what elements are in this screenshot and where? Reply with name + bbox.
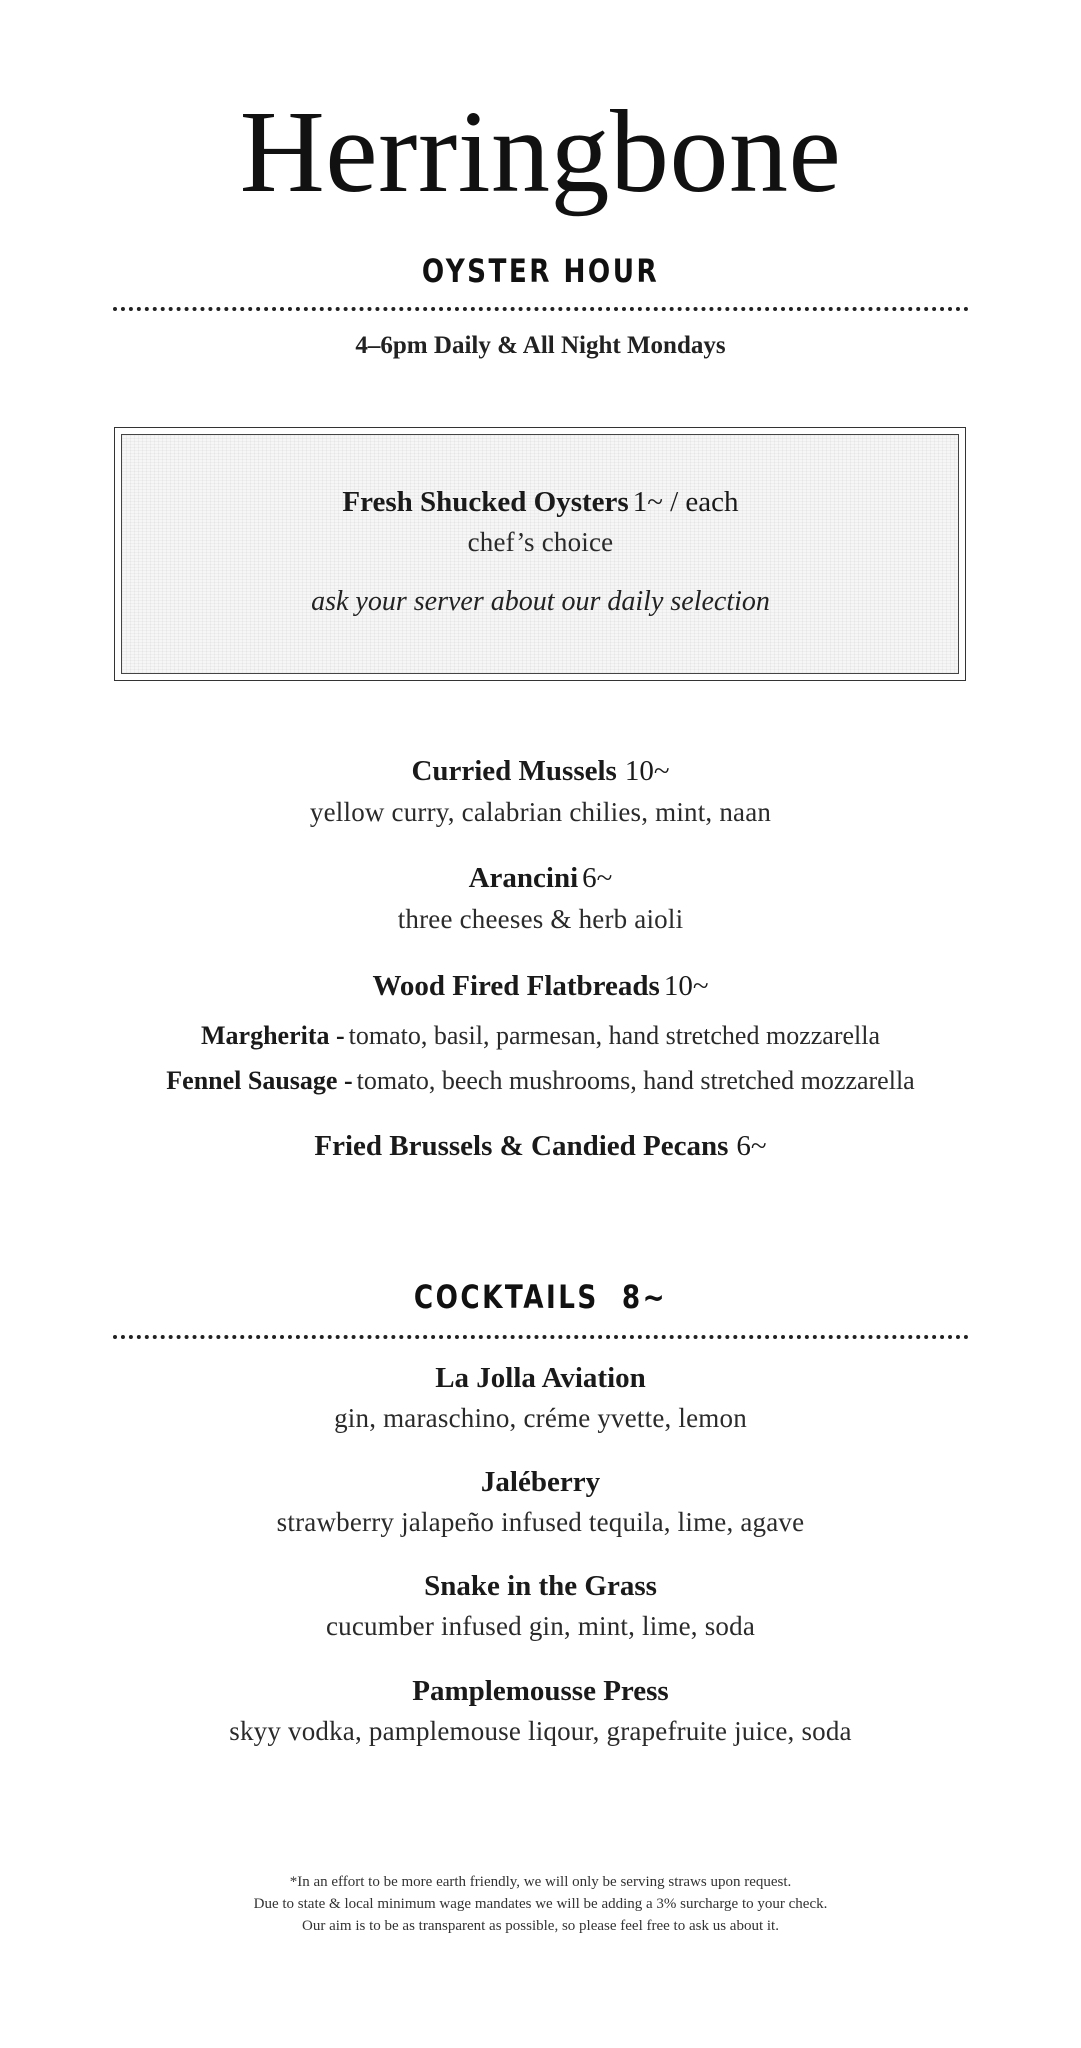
menu-item-flatbreads: [0, 970, 1081, 1003]
cocktail-name: Pamplemousse Press: [412, 1675, 669, 1707]
item-name: Wood Fired Flatbreads: [372, 970, 660, 1002]
oyster-hour-times: 4–6pm Daily & All Night Mondays: [355, 332, 726, 359]
flatbread-option-desc: tomato, basil, parmesan, hand stretched mozzarella: [348, 1021, 881, 1050]
item-price: 10~: [663, 970, 709, 1002]
cocktails-heading: COCKTAILS 8~: [413, 1278, 668, 1316]
oyster-feature-title: [0, 486, 1081, 519]
oyster-hour-heading: OYSTER HOUR: [421, 252, 660, 290]
footer-note: *In an effort to be more earth friendly, we will only be serving straws upon request.: [289, 1874, 792, 1890]
cocktail-name: La Jolla Aviation: [435, 1362, 646, 1394]
cocktail-name: Snake in the Grass: [424, 1570, 657, 1602]
item-price: 6~: [582, 862, 613, 894]
flatbread-option-fennel-sausage: [0, 1066, 1081, 1096]
item-desc: yellow curry, calabrian chilies, mint, naan: [309, 797, 772, 827]
restaurant-name: Herringbone: [239, 86, 842, 217]
menu-item-brussels: [0, 1130, 1081, 1163]
oyster-feature-desc: chef’s choice: [467, 527, 614, 557]
footer-note: Our aim is to be as transparent as possible, so please feel free to ask us about it.: [302, 1918, 779, 1934]
cocktail-desc: gin, maraschino, créme yvette, lemon: [334, 1403, 747, 1433]
flatbread-option-label: Margherita -: [200, 1021, 345, 1050]
item-name: Curried Mussels: [411, 755, 617, 787]
menu-item-arancini: [0, 862, 1081, 895]
menu-item-mussels: [0, 755, 1081, 788]
cocktail-desc: strawberry jalapeño infused tequila, lime, agave: [276, 1507, 805, 1537]
item-price: 6~: [736, 1130, 767, 1162]
item-price: 10~: [624, 755, 670, 787]
item-name: Fried Brussels & Candied Pecans: [314, 1130, 729, 1162]
footer-note: Due to state & local minimum wage mandates we will be adding a 3% surcharge to your check.: [253, 1896, 828, 1912]
item-name: Arancini: [468, 862, 579, 894]
cocktail-name: Jaléberry: [480, 1466, 601, 1498]
flatbread-option-label: Fennel Sausage -: [166, 1066, 353, 1095]
flatbread-option-desc: tomato, beech mushrooms, hand stretched mozzarella: [356, 1066, 915, 1095]
cocktail-desc: cucumber infused gin, mint, lime, soda: [325, 1611, 755, 1641]
oyster-feature-name: Fresh Shucked Oysters: [342, 486, 629, 518]
flatbread-option-margherita: [0, 1021, 1081, 1051]
divider: [113, 307, 969, 311]
cocktail-desc: skyy vodka, pamplemouse liqour, grapefruite juice, soda: [229, 1716, 852, 1746]
oyster-feature-price: 1~ / each: [632, 486, 739, 518]
divider: [113, 1335, 969, 1339]
item-desc: three cheeses & herb aioli: [397, 904, 684, 934]
oyster-feature-note: ask your server about our daily selection: [311, 586, 770, 617]
